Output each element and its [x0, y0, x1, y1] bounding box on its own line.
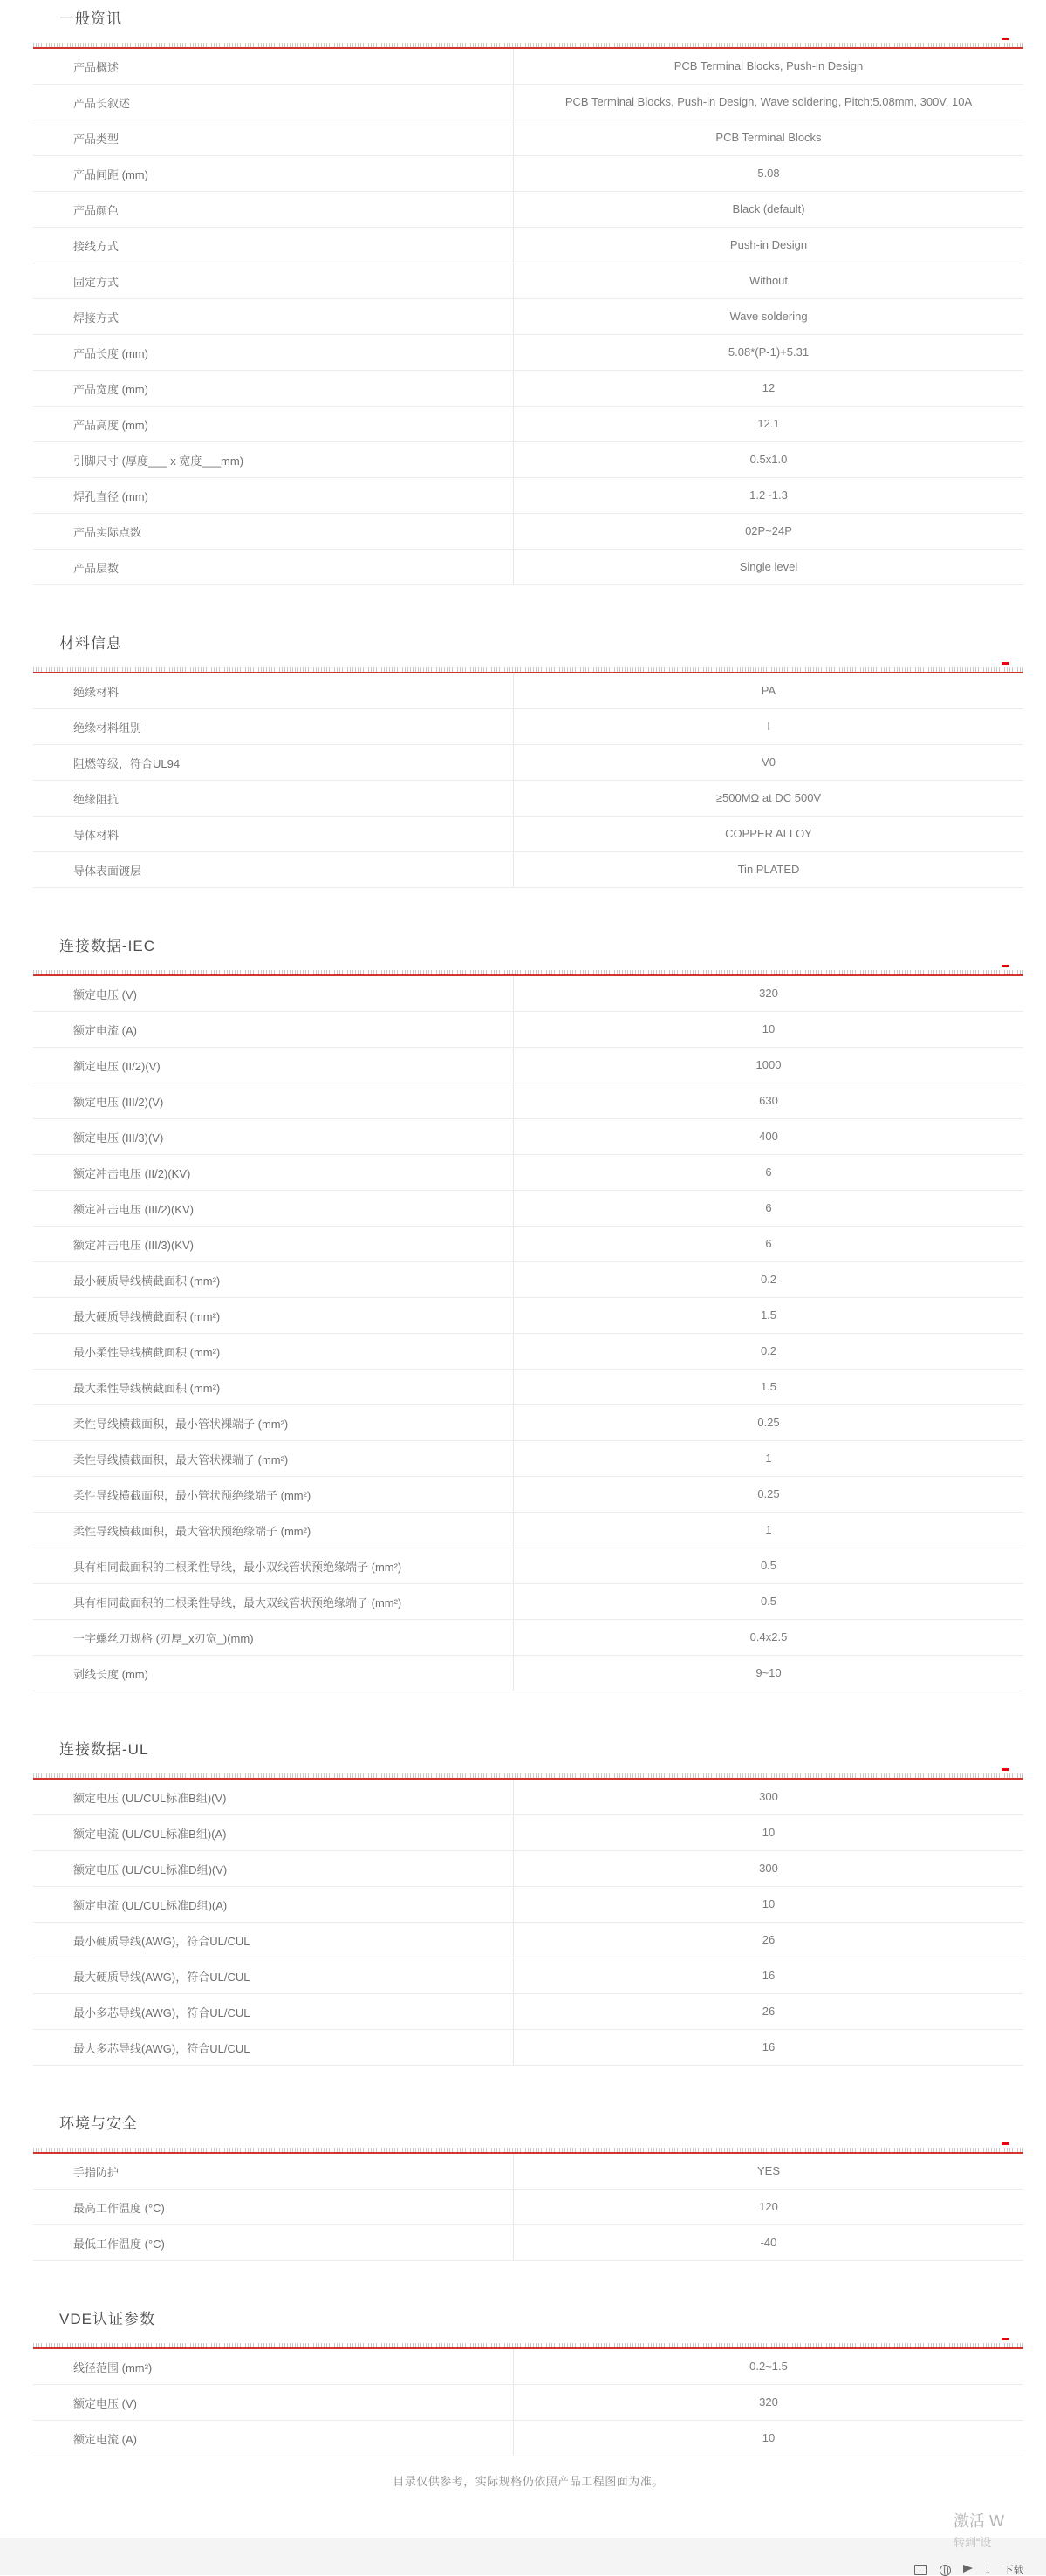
spec-label: 引脚尺寸 (厚度___ x 宽度___mm) — [73, 454, 244, 468]
spec-value: 0.5 — [513, 1584, 1023, 1619]
spec-label: 柔性导线横截面积，最大管状预绝缘端子 (mm²) — [73, 1524, 311, 1538]
spec-label: 固定方式 — [73, 275, 120, 289]
spec-value: 300 — [513, 1780, 1023, 1814]
spec-row — [33, 1155, 1023, 1191]
spec-value: Push-in Design — [513, 228, 1023, 263]
spec-label: 额定电压 (II/2)(V) — [73, 1059, 161, 1073]
activate-watermark-line2: 转到“设 — [954, 2536, 992, 2549]
spec-value: PCB Terminal Blocks, Push-in Design, Wave soldering, Pitch:5.08mm, 300V, 10A — [513, 85, 1023, 120]
spec-value: 630 — [513, 1083, 1023, 1118]
spec-value: 10 — [513, 1012, 1023, 1047]
spec-value: 6 — [513, 1155, 1023, 1190]
disclaimer-text: 目录仅供参考，实际规格仍依照产品工程图面为准。 — [393, 2475, 664, 2488]
spec-label: 额定冲击电压 (III/2)(KV) — [73, 1202, 194, 1216]
spec-value: 02P~24P — [513, 514, 1023, 549]
spec-value: 400 — [513, 1119, 1023, 1154]
spec-label: 产品类型 — [73, 132, 120, 146]
spec-value: 1.5 — [513, 1298, 1023, 1333]
spec-value: 5.08*(P-1)+5.31 — [513, 335, 1023, 370]
spec-label: 一字螺丝刀规格 (刃厚_x刃宽_)(mm) — [73, 1631, 254, 1645]
spec-label: 具有相同截面积的二根柔性导线，最大双线管状预绝缘端子 (mm²) — [73, 1595, 402, 1609]
spec-label: 最大硬质导线(AWG)，符合UL/CUL — [73, 1970, 250, 1984]
spec-row — [33, 1298, 1023, 1334]
spec-value: 0.25 — [513, 1477, 1023, 1512]
spec-label: 额定冲击电压 (III/3)(KV) — [73, 1238, 194, 1252]
spec-row — [33, 745, 1023, 781]
spec-label: 最小硬质导线横截面积 (mm²) — [73, 1274, 221, 1288]
spec-row — [33, 1958, 1023, 1994]
footer-toolbar — [914, 2565, 1024, 2576]
spec-label: 最大多芯导线(AWG)，符合UL/CUL — [73, 2041, 250, 2055]
spec-row — [33, 817, 1023, 852]
spec-value: 1 — [513, 1513, 1023, 1548]
spec-value: YES — [513, 2154, 1023, 2189]
spec-value: 0.2 — [513, 1334, 1023, 1369]
spec-section — [33, 2309, 1023, 2456]
spec-label: 最大柔性导线横截面积 (mm²) — [73, 1381, 221, 1395]
section-divider-line — [33, 2343, 1023, 2349]
monitor-icon[interactable] — [914, 2565, 927, 2575]
spec-label: 额定电压 (V) — [73, 987, 137, 1001]
spec-row — [33, 1191, 1023, 1227]
spec-row — [33, 1083, 1023, 1119]
spec-row — [33, 2030, 1023, 2066]
spec-row — [33, 49, 1023, 85]
spec-row — [33, 1048, 1023, 1083]
spec-label: 导体表面镀层 — [73, 864, 142, 878]
spec-label: 额定电流 (UL/CUL标准D组)(A) — [73, 1898, 228, 1912]
spec-table — [33, 2154, 1023, 2261]
spec-row — [33, 2154, 1023, 2190]
section-divider-line — [33, 2148, 1023, 2154]
spec-value: COPPER ALLOY — [513, 817, 1023, 851]
spec-label: 产品高度 (mm) — [73, 418, 148, 432]
spec-value: PCB Terminal Blocks, Push-in Design — [513, 49, 1023, 84]
spec-row — [33, 1887, 1023, 1923]
spec-label: 柔性导线横截面积，最大管状裸端子 (mm²) — [73, 1452, 289, 1466]
spec-value: 10 — [513, 1887, 1023, 1922]
spec-label: 焊孔直径 (mm) — [73, 489, 148, 503]
section-title: 环境与安全 — [59, 2115, 138, 2132]
spec-label: 额定电流 (A) — [73, 2432, 137, 2446]
spec-row — [33, 1405, 1023, 1441]
spec-row — [33, 2385, 1023, 2421]
spec-value: Wave soldering — [513, 299, 1023, 334]
spec-label: 绝缘材料 — [73, 685, 120, 699]
spec-value: 5.08 — [513, 156, 1023, 191]
spec-value: Black (default) — [513, 192, 1023, 227]
spec-label: 线径范围 (mm²) — [73, 2361, 153, 2374]
spec-section — [33, 936, 1023, 1691]
download-label[interactable]: 下载 — [1002, 2564, 1024, 2576]
spec-row — [33, 371, 1023, 407]
spec-row — [33, 1119, 1023, 1155]
spec-value: 16 — [513, 1958, 1023, 1993]
spec-value: 320 — [513, 2385, 1023, 2420]
spec-value: 12 — [513, 371, 1023, 406]
spec-row — [33, 1227, 1023, 1262]
section-title: 连接数据-UL — [59, 1741, 149, 1758]
spec-label: 最高工作温度 (°C) — [73, 2201, 165, 2215]
spec-label: 最小柔性导线横截面积 (mm²) — [73, 1345, 221, 1359]
section-divider-line — [33, 667, 1023, 673]
spec-row — [33, 1584, 1023, 1620]
spec-value: PA — [513, 673, 1023, 708]
spec-value: 1 — [513, 1441, 1023, 1476]
spec-sections — [33, 0, 1023, 2456]
spec-value: 1000 — [513, 1048, 1023, 1083]
spec-label: 产品概述 — [73, 60, 120, 74]
spec-value: 1.5 — [513, 1370, 1023, 1404]
spec-label: 额定电流 (UL/CUL标准B组)(A) — [73, 1827, 227, 1841]
spec-row — [33, 1012, 1023, 1048]
spec-table — [33, 976, 1023, 1691]
spec-value: 0.5x1.0 — [513, 442, 1023, 477]
spec-value: 6 — [513, 1191, 1023, 1226]
share-icon[interactable] — [963, 2565, 973, 2573]
spec-row — [33, 976, 1023, 1012]
spec-value: 320 — [513, 976, 1023, 1011]
spec-row — [33, 478, 1023, 514]
spec-table — [33, 49, 1023, 585]
spec-value: 300 — [513, 1851, 1023, 1886]
section-title: 一般资讯 — [59, 10, 122, 27]
collapse-minus-button[interactable] — [1002, 38, 1009, 40]
spec-value: 0.2~1.5 — [513, 2349, 1023, 2384]
spec-value: 0.5 — [513, 1548, 1023, 1583]
spec-row — [33, 1994, 1023, 2030]
spec-row — [33, 1851, 1023, 1887]
collapse-minus-button[interactable] — [1002, 1768, 1009, 1771]
footer-band — [0, 2538, 1046, 2575]
spec-row — [33, 514, 1023, 550]
spec-value: 1.2~1.3 — [513, 478, 1023, 513]
spec-row — [33, 1262, 1023, 1298]
spec-row — [33, 550, 1023, 585]
spec-value: PCB Terminal Blocks — [513, 120, 1023, 155]
spec-value: 0.25 — [513, 1405, 1023, 1440]
spec-row — [33, 335, 1023, 371]
spec-row — [33, 85, 1023, 120]
collapse-minus-button[interactable] — [1002, 2338, 1009, 2340]
spec-label: 接线方式 — [73, 239, 120, 253]
spec-table — [33, 2349, 1023, 2456]
spec-row — [33, 156, 1023, 192]
spec-label: 产品长叙述 — [73, 96, 131, 110]
spec-value: 6 — [513, 1227, 1023, 1261]
spec-value: 120 — [513, 2190, 1023, 2224]
spec-row — [33, 781, 1023, 817]
spec-section — [33, 2114, 1023, 2261]
spec-label: 额定电压 (UL/CUL标准B组)(V) — [73, 1791, 227, 1805]
spec-content — [33, 0, 1023, 2489]
spec-row — [33, 228, 1023, 263]
spec-row — [33, 407, 1023, 442]
section-divider-line — [33, 43, 1023, 49]
spec-row — [33, 263, 1023, 299]
spec-row — [33, 1441, 1023, 1477]
spec-value: Without — [513, 263, 1023, 298]
spec-row — [33, 2190, 1023, 2225]
spec-row — [33, 2225, 1023, 2261]
spec-section — [33, 633, 1023, 888]
spec-label: 最低工作温度 (°C) — [73, 2237, 165, 2251]
spec-row — [33, 1477, 1023, 1513]
spec-row — [33, 2349, 1023, 2385]
spec-label: 手指防护 — [73, 2165, 120, 2179]
spec-label: 柔性导线横截面积，最小管状预绝缘端子 (mm²) — [73, 1488, 311, 1502]
section-title: 连接数据-IEC — [59, 938, 155, 954]
spec-row — [33, 1334, 1023, 1370]
spec-label: 额定冲击电压 (II/2)(KV) — [73, 1166, 191, 1180]
spec-row — [33, 852, 1023, 888]
spec-value: V0 — [513, 745, 1023, 780]
section-divider-line — [33, 970, 1023, 976]
spec-row — [33, 1780, 1023, 1815]
spec-label: 最小多芯导线(AWG)，符合UL/CUL — [73, 2005, 250, 2019]
spec-label: 焊接方式 — [73, 311, 120, 325]
globe-icon[interactable] — [940, 2565, 951, 2576]
spec-table — [33, 673, 1023, 888]
collapse-minus-button[interactable] — [1002, 662, 1009, 665]
spec-row — [33, 2421, 1023, 2456]
spec-section — [33, 1739, 1023, 2066]
spec-row — [33, 673, 1023, 709]
spec-row — [33, 1815, 1023, 1851]
spec-label: 具有相同截面积的二根柔性导线，最小双线管状预绝缘端子 (mm²) — [73, 1560, 402, 1574]
spec-row — [33, 1370, 1023, 1405]
spec-label: 柔性导线横截面积，最小管状裸端子 (mm²) — [73, 1417, 289, 1431]
collapse-minus-button[interactable] — [1002, 2142, 1009, 2145]
spec-label: 额定电压 (V) — [73, 2396, 137, 2410]
spec-value: 10 — [513, 2421, 1023, 2456]
spec-row — [33, 299, 1023, 335]
spec-value: ≥500MΩ at DC 500V — [513, 781, 1023, 816]
spec-section — [33, 0, 1023, 585]
spec-value: 9~10 — [513, 1656, 1023, 1691]
activate-watermark-line1: 激活 W — [954, 2512, 1004, 2530]
spec-row — [33, 120, 1023, 156]
spec-value: Single level — [513, 550, 1023, 584]
spec-value: 12.1 — [513, 407, 1023, 441]
spec-label: 产品宽度 (mm) — [73, 382, 148, 396]
spec-label: 最小硬质导线(AWG)，符合UL/CUL — [73, 1934, 250, 1948]
spec-label: 产品颜色 — [73, 203, 120, 217]
section-divider-line — [33, 1773, 1023, 1780]
collapse-minus-button[interactable] — [1002, 965, 1009, 967]
section-title: VDE认证参数 — [59, 2311, 155, 2327]
spec-row — [33, 709, 1023, 745]
spec-row — [33, 192, 1023, 228]
spec-label: 产品间距 (mm) — [73, 167, 148, 181]
spec-label: 绝缘材料组别 — [73, 721, 142, 735]
spec-row — [33, 1513, 1023, 1548]
spec-label: 最大硬质导线横截面积 (mm²) — [73, 1309, 221, 1323]
spec-label: 额定电压 (UL/CUL标准D组)(V) — [73, 1862, 228, 1876]
spec-value: 26 — [513, 1923, 1023, 1958]
download-icon[interactable]: ↓ — [985, 2563, 991, 2576]
spec-row — [33, 1656, 1023, 1691]
spec-row — [33, 442, 1023, 478]
spec-row — [33, 1923, 1023, 1958]
spec-label: 导体材料 — [73, 828, 120, 842]
spec-label: 绝缘阻抗 — [73, 792, 120, 806]
spec-value: -40 — [513, 2225, 1023, 2260]
spec-value: Tin PLATED — [513, 852, 1023, 887]
spec-value: 0.2 — [513, 1262, 1023, 1297]
spec-row — [33, 1620, 1023, 1656]
spec-label: 阻燃等级，符合UL94 — [73, 756, 181, 770]
spec-label: 产品层数 — [73, 561, 120, 575]
spec-value: 0.4x2.5 — [513, 1620, 1023, 1655]
spec-value: 10 — [513, 1815, 1023, 1850]
section-title: 材料信息 — [59, 635, 122, 652]
spec-table — [33, 1780, 1023, 2066]
spec-label: 额定电流 (A) — [73, 1023, 137, 1037]
spec-value: 16 — [513, 2030, 1023, 2065]
spec-row — [33, 1548, 1023, 1584]
spec-value: I — [513, 709, 1023, 744]
spec-value: 26 — [513, 1994, 1023, 2029]
spec-label: 产品长度 (mm) — [73, 346, 148, 360]
spec-label: 剥线长度 (mm) — [73, 1667, 148, 1681]
spec-label: 额定电压 (III/2)(V) — [73, 1095, 164, 1109]
spec-label: 额定电压 (III/3)(V) — [73, 1131, 164, 1145]
spec-label: 产品实际点数 — [73, 525, 142, 539]
